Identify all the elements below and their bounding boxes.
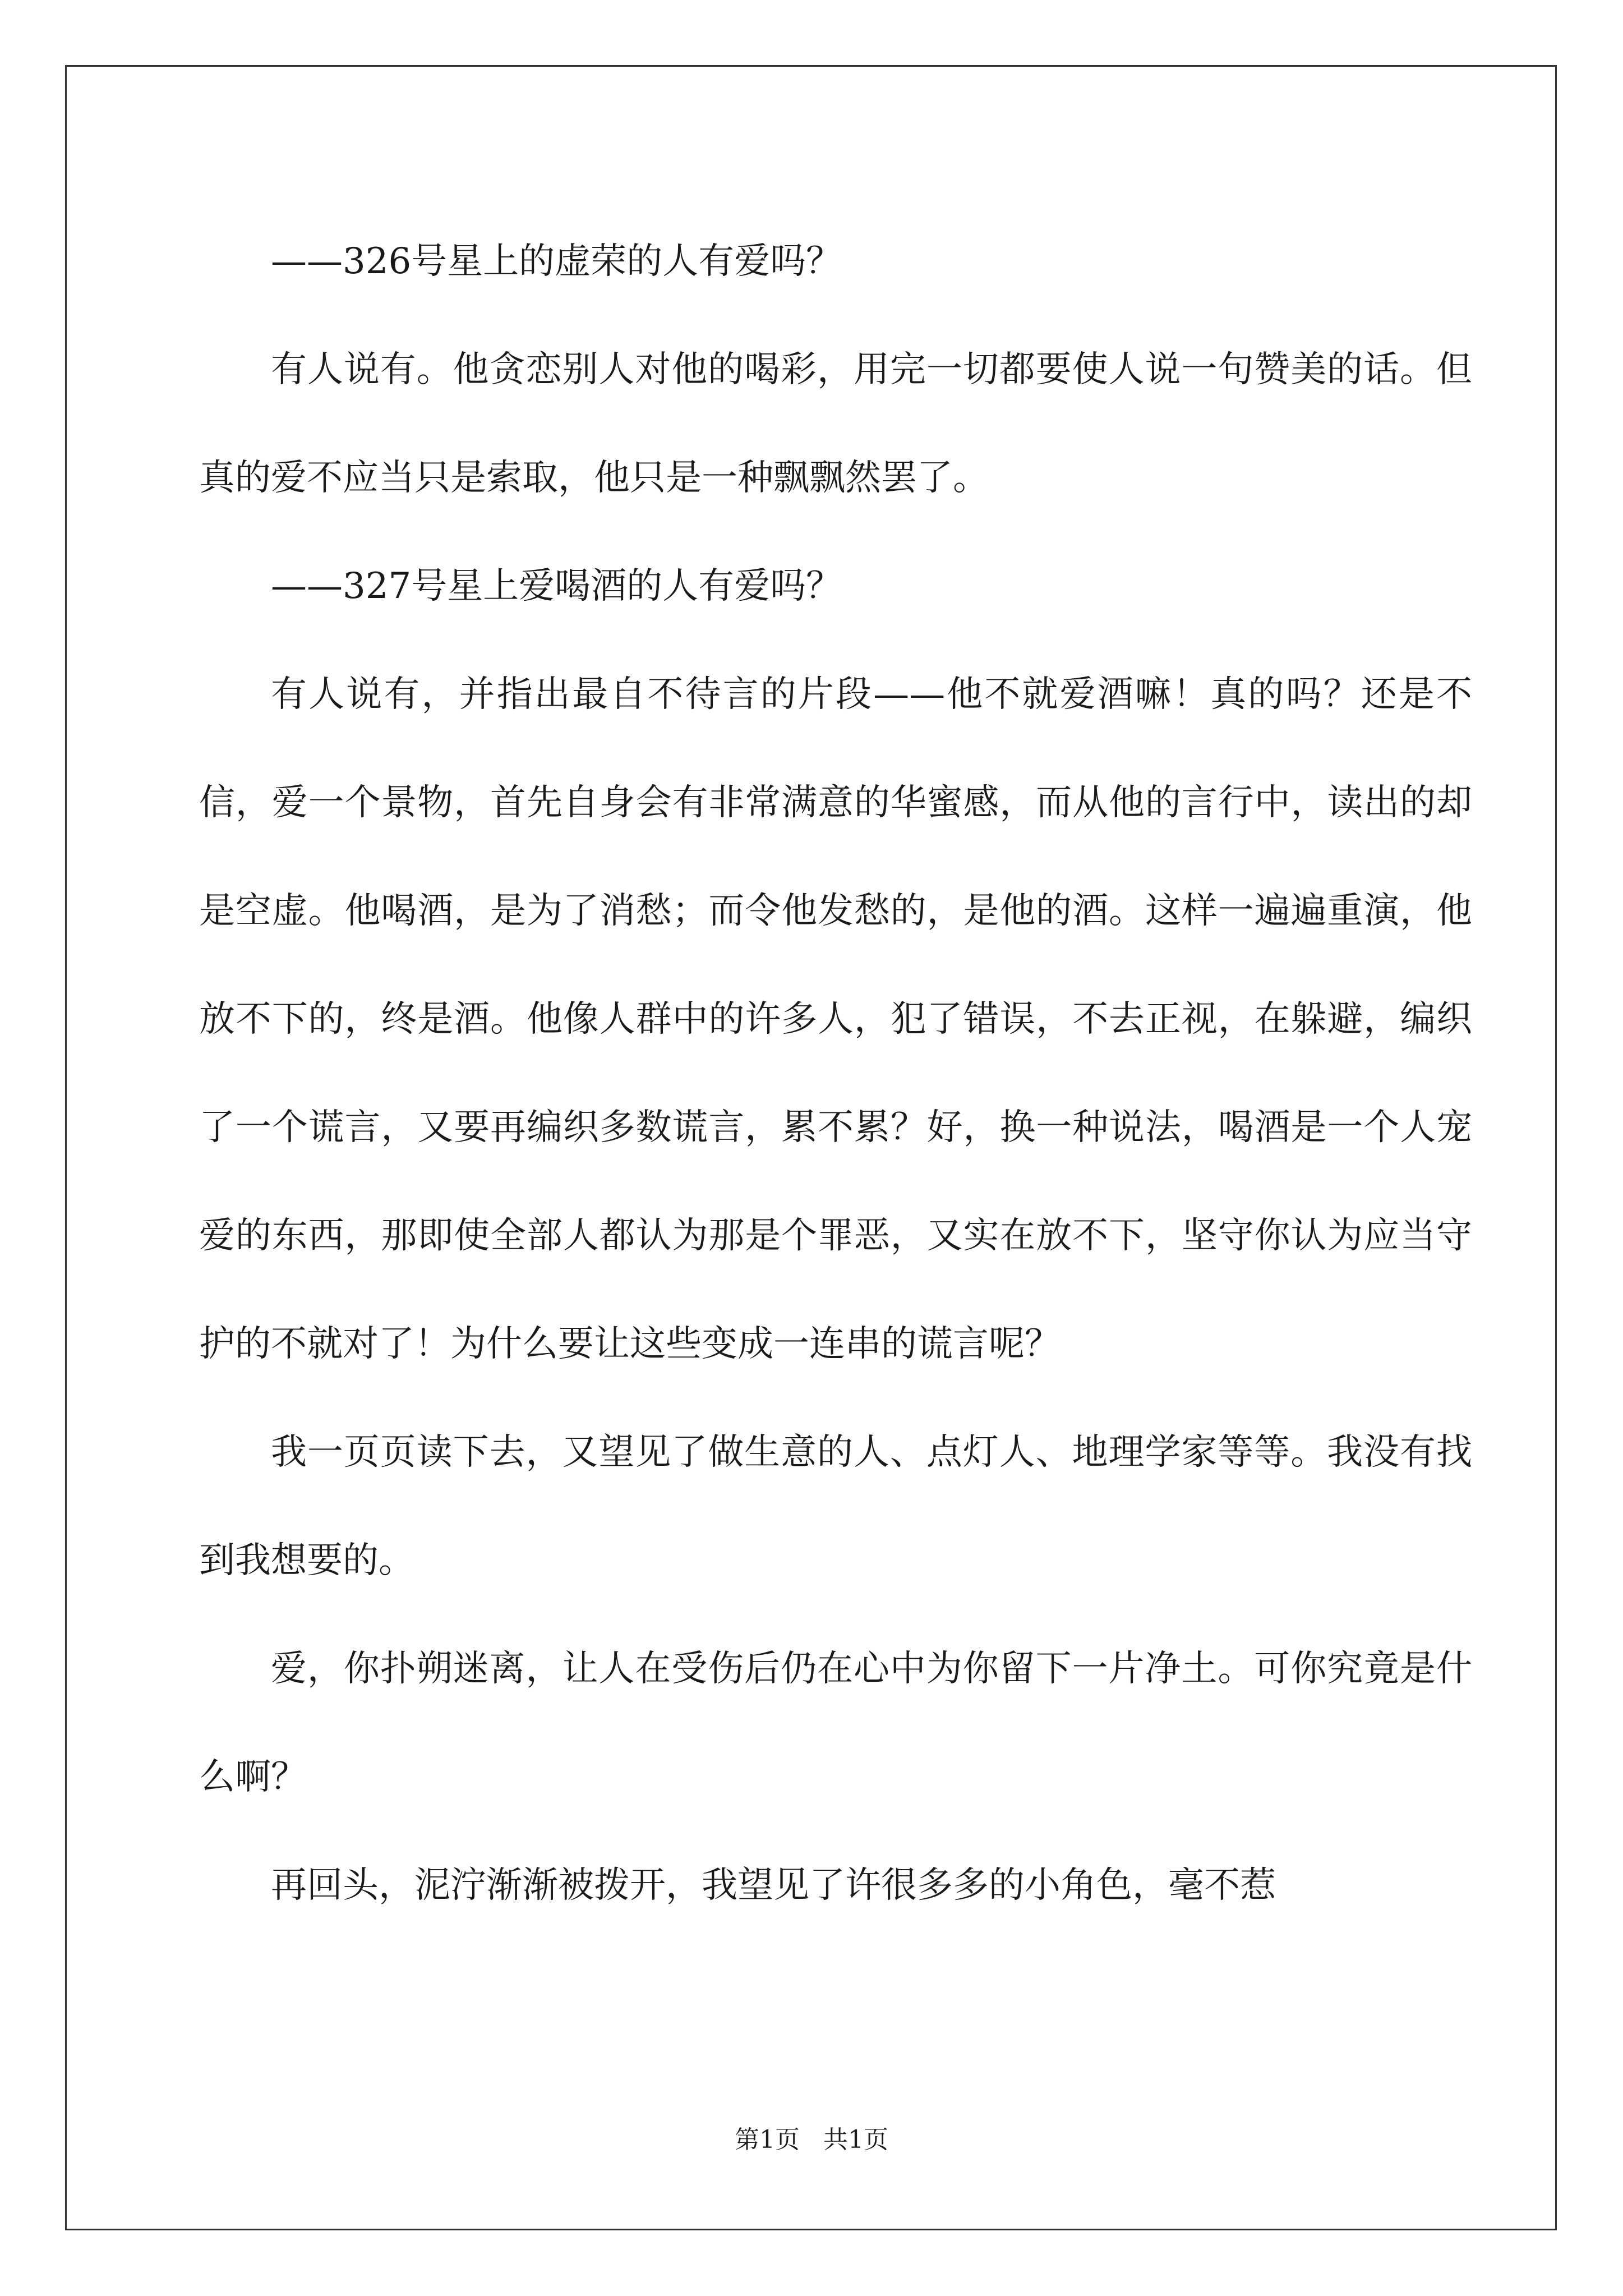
paragraph: 爱，你扑朔迷离，让人在受伤后仍在心中为你留下一片净土。可你究竟是什么啊？ <box>199 1648 1472 1798</box>
paragraph: 再回头，泥泞渐渐被拨开，我望见了许很多多的小角色，毫不惹 <box>271 1865 1276 1906</box>
document-body <box>199 208 1472 1940</box>
paragraph: 有人说有，并指出最自不待言的片段——他不就爱酒嘛！真的吗？还是不信，爱一个景物，首先自身会有非常满意的华蜜感，而从他的言行中，读出的却是空虚。他喝酒，是为了消愁；而令他发愁的，是他的酒。这样一遍遍重演，他放不下的，终是酒。他像人群中的许多人，犯了错误，不去正视，在躲避，编织了一个谎言，又要再编织多数谎言，累不累？好，换一种说法，喝酒是一个人宠爱的东西，那即使全部人都认为那是个罪恶，又实在放不下，坚守你认为应当守护的不就对了！为什么要让这些变成一连串的谎言呢？ <box>199 674 1472 1365</box>
paragraph: 我一页页读下去，又望见了做生意的人、点灯人、地理学家等等。我没有找到我想要的。 <box>199 1432 1472 1581</box>
paragraph: ——326号星上的虚荣的人有爱吗？ <box>271 241 842 282</box>
paragraph: 有人说有。他贪恋别人对他的喝彩，用完一切都要使人说一句赞美的话。但真的爱不应当只是索取，他只是一种飘飘然罢了。 <box>199 349 1472 499</box>
page-number-footer: 第1页 共1页 <box>735 2125 888 2154</box>
paragraph: ——327号星上爱喝酒的人有爱吗？ <box>271 565 842 607</box>
